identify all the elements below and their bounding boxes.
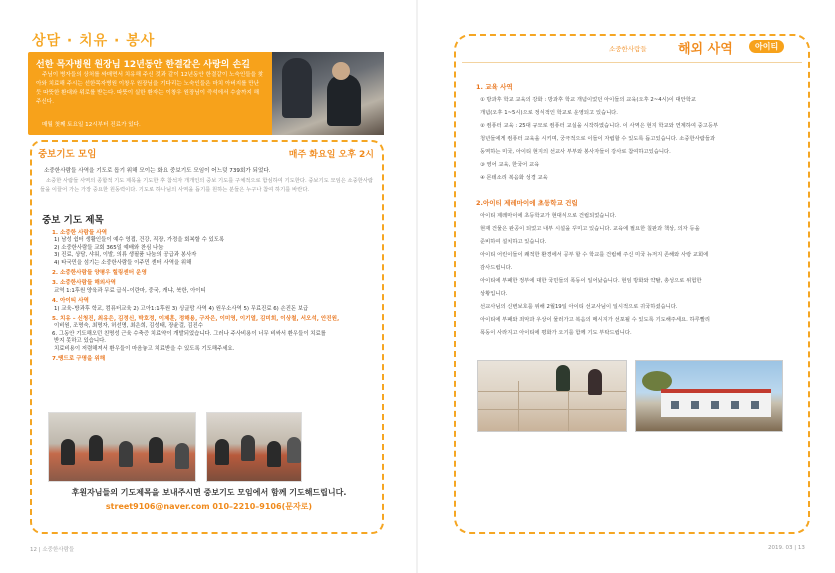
right-page [418,0,835,573]
prayer-topic-item: 1) 교육–방과후 학교, 컴퓨터교육 2) 고아1:1후원 3) 싱글맘 사역 4) 원우소사역 5) 무료진료 6) 손진돈 보급 [54,305,309,312]
left-folio: 12 | 소중한사람들 [30,547,75,553]
prayer-subtitle: 소중한사람들 사역을 기도로 돕기 위해 모이는 화요 중보기도 모임이 어느덧 739회가 되었다. [44,168,271,174]
section-line: 상황입니다. [480,291,508,297]
clinic-photo [272,52,384,135]
left-page [0,0,417,573]
country-badge: 아이티 [749,40,784,53]
prayer-topic-heading: 5. 치유 – 신청진, 최유은, 김정신, 박호정, 이제훈, 정해용, 구자은, 이미영, 이기열, 김미희, 이상철, 서오석, 안진원, [52,316,340,322]
prayer-footer-note: 후원자님들의 기도제목을 보내주시면 중보기도 모임에서 함께 기도해드립니다. [71,488,347,497]
right-folio: 2019. 03 | 13 [768,545,805,551]
section-heading-school: 2.아이티 제레마이에 초등학교 건립 [476,199,578,207]
section-title: 상담 · 치유 · 봉사 [32,33,156,49]
prayer-topic-heading: 7.땡드로 구명을 위해 [52,356,106,362]
prayer-time: 매주 화요일 오후 2시 [288,150,374,160]
prayer-photo-1 [48,412,196,482]
section-line: 아이티 어린이들이 쾌적한 환경에서 공부 할 수 학교를 건립해 주신 미국 뉴저지 존해와 사랑 교회에 [480,252,709,258]
banner-footer: 매월 첫째 토요일 12시부터 진료가 있다. [42,122,141,128]
section-line: 감사드립니다. [480,265,513,271]
section-line: ① 방과후 학교 교육의 강화 : 방과후 학교 개념이었던 아이들의 교육(오후 2~4시)이 대안학교 [480,97,697,103]
section-line: 현재 건물은 완공이 되었고 내부 시설을 꾸미고 있습니다. 교육에 필요한 칠판과 책상, 의자 등을 [480,226,700,232]
mission-title: 해외 사역 [678,42,733,57]
school-building-photo [635,360,783,432]
mission-kicker: 소중한사람들 [609,45,647,53]
prayer-topic-heading: 4. 아이티 사역 [52,298,89,305]
section-line: 준비하여 설치하고 있습니다. [480,239,547,245]
construction-photo [477,360,627,432]
section-line: ④ 몬테소리 복음화 성경 교육 [480,175,548,181]
section-line: 아이티 제레마이에 초등학교가 현대식으로 건립되었습니다. [480,213,617,219]
prayer-photo-2 [206,412,302,482]
prayer-topic-item: 치료비용이 저렴해져서 환우들이 마음놓고 치료받을 수 있도록 기도해주세요. [54,345,235,352]
section-heading-education: 1. 교육 사역 [476,83,513,91]
prayer-topic-heading: 2. 소중한사람들 양평우 힐링센터 운영 [52,270,147,276]
section-line: ② 컴퓨터 교육 : 25대 규모로 컴퓨터 교실을 시작하였습니다. 이 사역은 현지 학교와 연계하여 중고등부 [480,123,719,129]
prayer-topic-item: 1) 남성 쉼터 생활인들이 예수 영접, 건강, 직장, 가정을 회복할 수 있도록 [54,237,225,244]
section-line: 선교사님의 신변보호를 위해 2월19일 아이티 선교사님이 일시적으로 귀국하셨습니다. [480,304,678,310]
prayer-topic-item: 3) 진료, 상담, 샤워, 이발, 의류 생필품 나눔의 공급과 봉사자 [54,252,197,259]
section-line: 아이티에 부패한 정부에 대한 국민들의 폭동이 일어났습니다. 현임 방화와 약탈, 총성으로 위험한 [480,278,702,284]
section-line: 개념(오후 1~5시)으로 정식적인 학교로 운영되고 있습니다. [480,110,618,116]
prayer-topic-item: 2) 소중한사람들 교회 365일 예배와 찬심 나눔 [54,244,164,251]
section-line: 청년들에게 컴퓨터 교육을 시키며, 궁극적으로 이들이 자립할 수 있도록 돕고있습니다. 소중한사람들과 [480,136,716,142]
prayer-topic-item: 6. 그동안 기도해오던 친명성 근육 수축증 치료약이 개발되었습니다. 그러나 주사비용이 너무 비싸서 환우들이 치료를 [52,330,326,337]
prayer-topic-item: 교역 1:1후원 양육과 무료 급식–이란마, 중국, 캐냐, 북한, 아이티 [54,287,206,294]
prayer-topic-heading: 1. 소중한 사람들 사역 [52,230,108,236]
prayer-title: 중보기도 모임 [38,149,97,160]
prayer-topic-heading: 3. 소중한사람들 해외사역 [52,280,116,287]
section-line: 동역하는 미국, 아이티 현지의 선교사 부부와 봉사자들이 강사로 참여하고있습니다. [480,149,671,155]
prayer-topic-item: 4) 타국민을 섬기는 소중한사람들 이주민 센터 사역을 위해 [54,259,192,266]
prayer-topic-item: 이비원, 조명숙, 최명자, 허선명, 최은희, 김성태, 장윤걸, 김진수 [54,323,203,330]
prayer-description: 소중한 사람들 사역의 종합적 기도 제목을 기도한 후 참석자 개개인의 중보 기도를 구체적으로 함심하여 기도한다. 중보기도 모임은 소중한사람들을 이끌어 가는 가장 중요한 원동력이다. 기도로 하나님의 사역을 돕기를 원하는 분들은 누구나 참여 하기를 바란다. [40,178,374,193]
section-line: ③ 영어 교육, 한국어 교육 [480,162,540,168]
banner-title: 선한 목자병원 원장님 12년동안 한결같은 사랑의 손길 [36,60,250,70]
prayer-heading: 중보 기도 제목 [42,215,104,226]
title-rule [462,62,802,63]
section-line: 폭동이 사라지고 아이티에 평화가 오기를 함께 기도 부탁드립니다. [480,330,632,336]
clinic-banner [28,52,384,135]
prayer-topic-item: 받지 못하고 있습니다. [54,338,107,345]
prayer-contact: street9106@naver.com 010–2210–9106(문자로) [105,502,313,511]
section-line: 아이티에 부패와 죄악과 우상이 물러가고 복음의 메시지가 선포될 수 있도록 기도해주세요. 하루빨리 [480,317,710,323]
banner-body: 주님이 병자들의 상처를 싸매면서 치유해 주신 것과 같이 12년동안 한결같이 노숙인들을 찾아와 치료해 주시는 선한목자병원 이창우 원장님을 기다리는 노숙인들은 마치 아버지를 만난 듯 따뜻한 환대와 위로를 받는다. 따뜻이 실한 환자는 이창우 원장님이 즉석에서 수술까지 해 주신다. [36,72,264,105]
